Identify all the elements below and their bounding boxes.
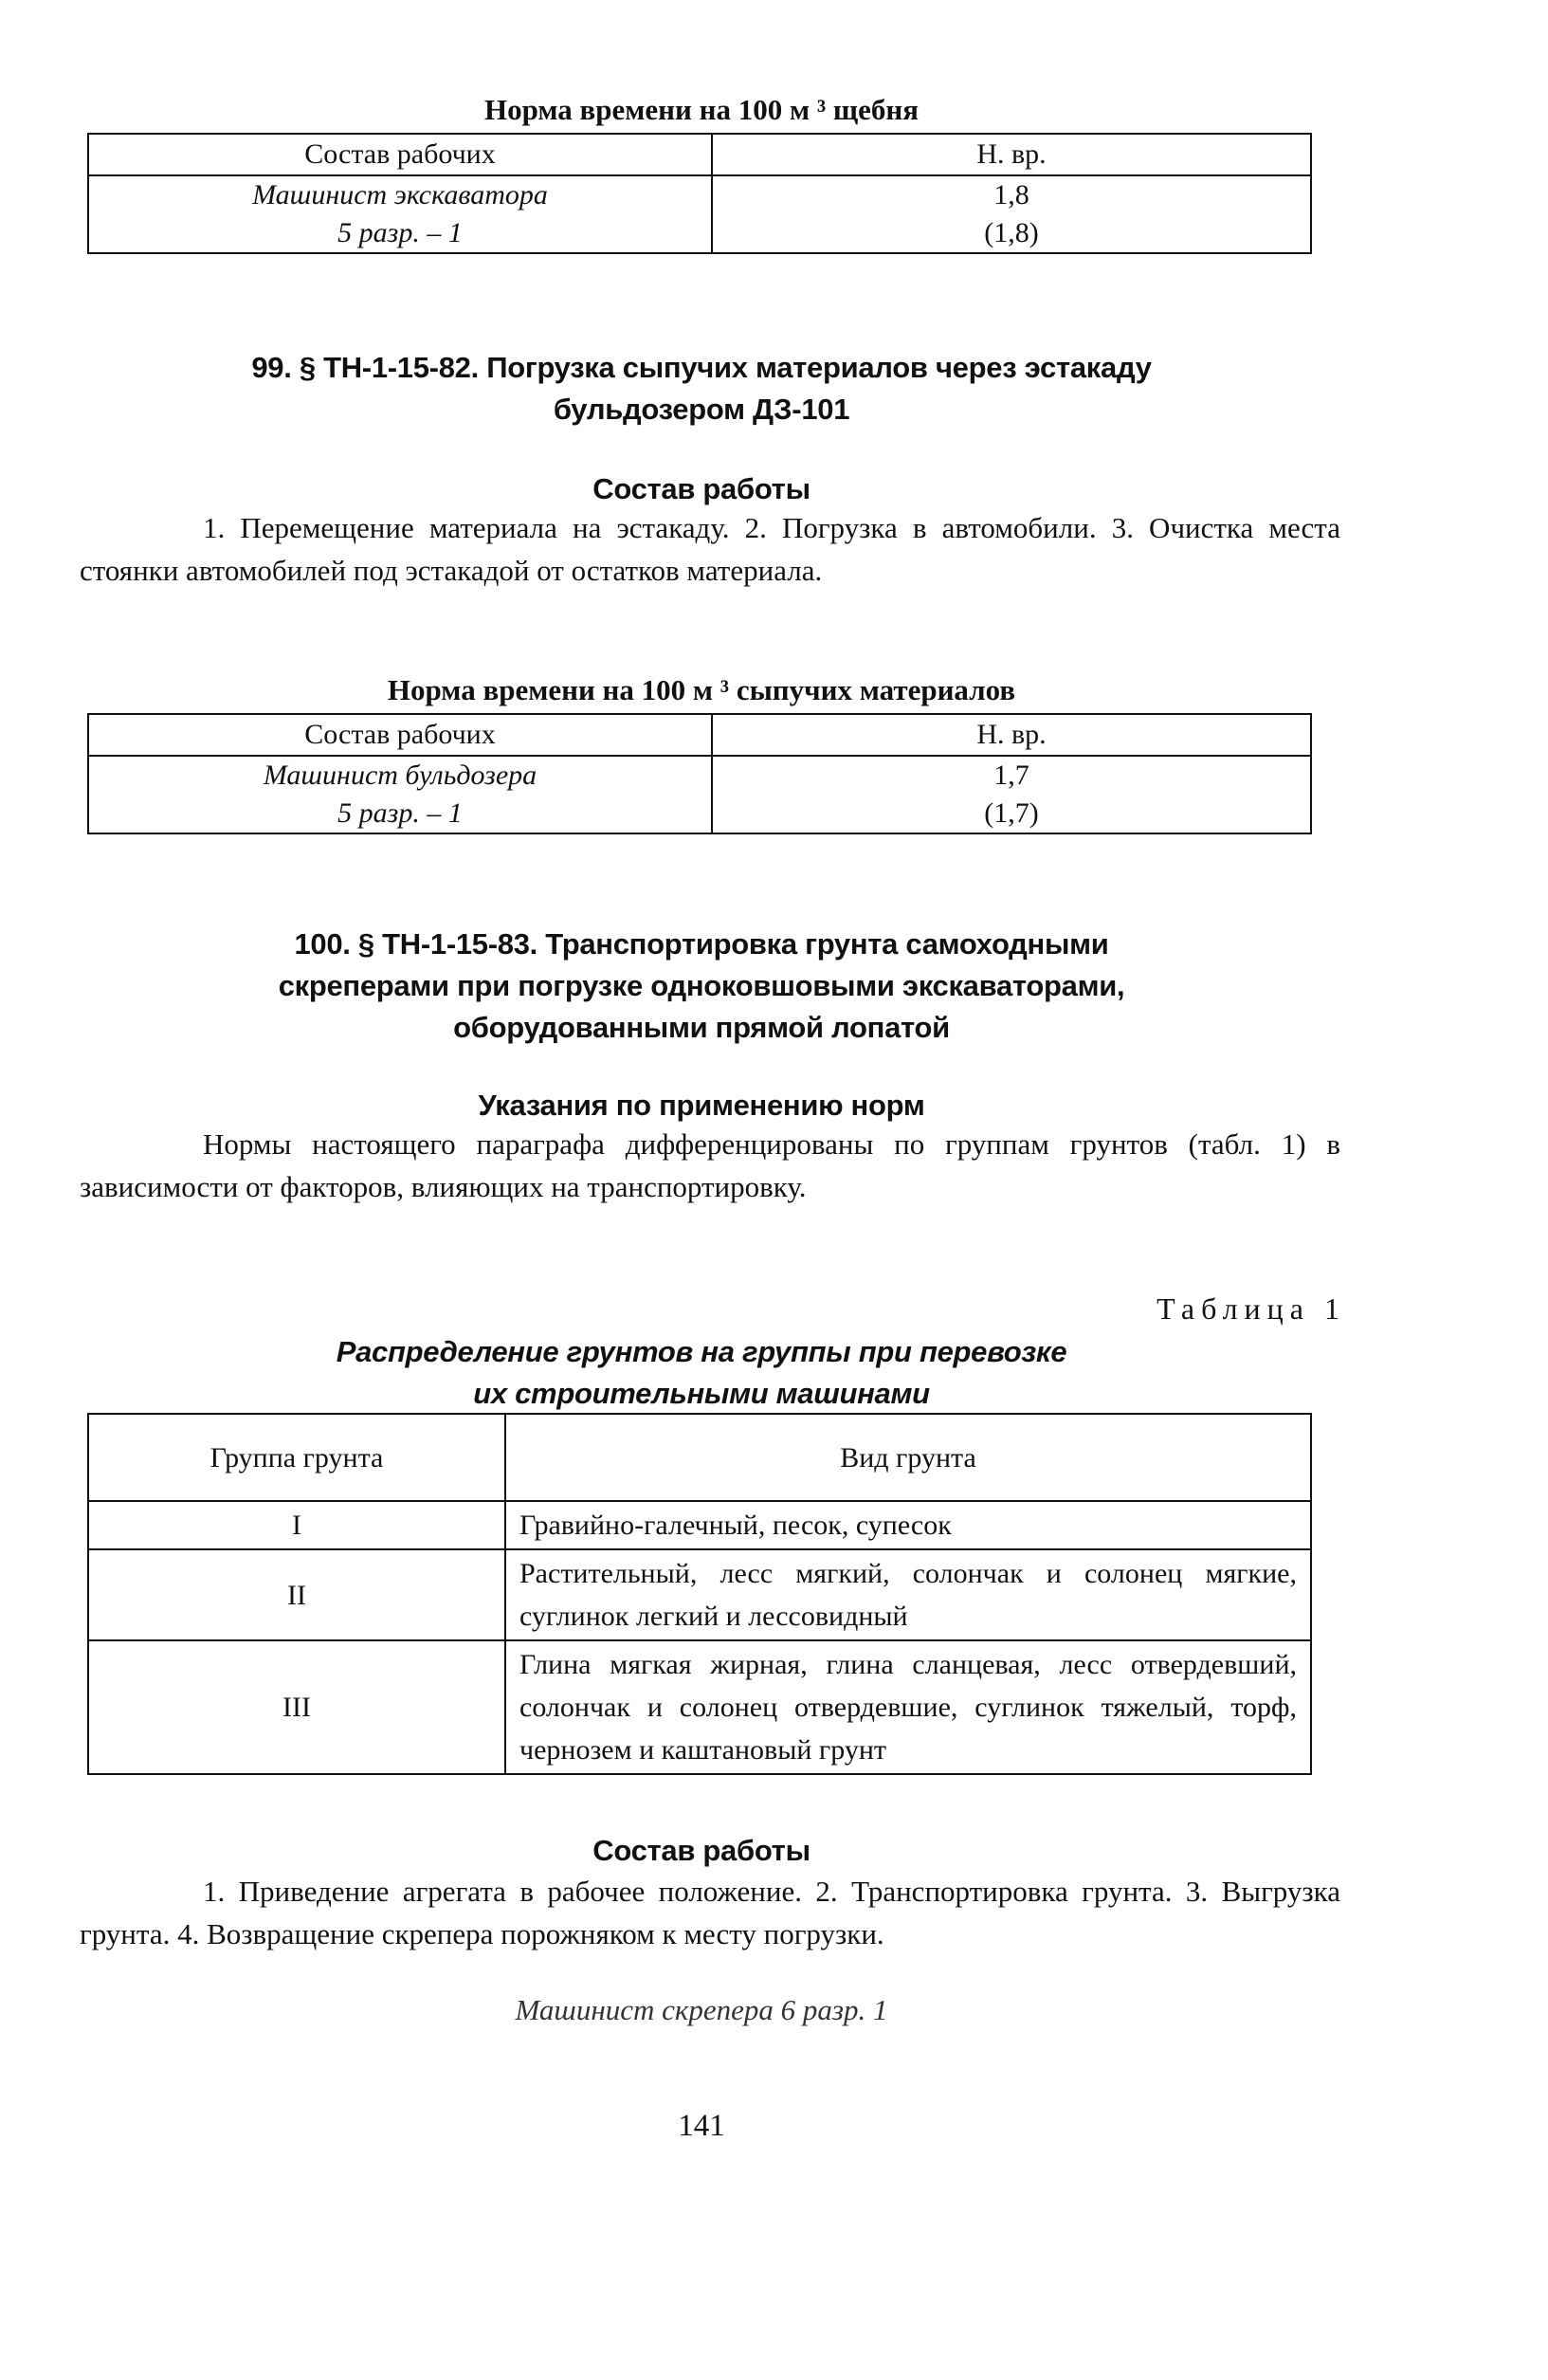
section-99-heading-line1: 99. § ТН-1-15-82. Погрузка сыпучих материалов через эстакаду xyxy=(251,351,1152,384)
norm-table-bulk-materials xyxy=(87,713,1312,834)
soil-group-cell: II xyxy=(88,1549,505,1640)
header-norm: Н. вр. xyxy=(712,714,1311,756)
norm-cell xyxy=(712,175,1311,253)
soil-kind-cell: Растительный, лесс мягкий, солончак и солонец мягкие, суглинок легкий и лессовидный xyxy=(505,1549,1311,1640)
norm-value: 1,8 xyxy=(993,179,1029,211)
worker-name: Машинист бульдозера xyxy=(263,760,537,791)
section-99-text: 1. Перемещение материала на эстакаду. 2. Погрузка в автомобили. 3. Очистка места стоянки автомобилей под эстакадой от остатков материала. xyxy=(80,511,1340,587)
section-99-heading-line2: бульдозером ДЗ-101 xyxy=(553,393,850,426)
norm-table-crushed-stone xyxy=(87,133,1312,254)
table-row xyxy=(88,1640,1311,1774)
section-99-subheading: Состав работы xyxy=(592,472,810,505)
worker-name: Машинист экскаватора xyxy=(252,179,548,211)
soil-kind-cell: Гравийно-галечный, песок, супесок xyxy=(505,1501,1311,1549)
table3-title-line2: их строительными машинами xyxy=(473,1377,930,1410)
worker-grade: 5 разр. – 1 xyxy=(337,797,463,829)
table3-title-line1: Распределение грунтов на группы при перевозке xyxy=(336,1335,1067,1368)
norm-value-paren: (1,8) xyxy=(984,217,1039,248)
table2-caption: Норма времени на 100 м ³ сыпучих материалов xyxy=(387,673,1016,706)
section-99-heading xyxy=(85,347,1318,430)
worker-grade: 5 разр. – 1 xyxy=(337,217,463,248)
section-100-heading-line2: скреперами при погрузке одноковшовыми экскаваторами, xyxy=(278,969,1125,1002)
guidance-text: Нормы настоящего параграфа дифференцированы по группам грунтов (табл. 1) в зависимости от факторов, влияющих на транспортировку. xyxy=(80,1127,1340,1203)
section-100-heading xyxy=(85,924,1318,1049)
section-100-heading-line1: 100. § ТН-1-15-83. Транспортировка грунта самоходными xyxy=(294,927,1109,961)
worker-cell xyxy=(88,756,712,833)
guidance-heading: Указания по применению норм xyxy=(478,1089,925,1122)
norm-value: 1,7 xyxy=(993,760,1029,791)
header-soil-kind: Вид грунта xyxy=(505,1414,1311,1501)
soil-kind-cell: Глина мягкая жирная, глина сланцевая, лесс отвердевший, солончак и солонец отвердевшие, суглинок тяжелый, торф, чернозем и каштановый грунт xyxy=(505,1640,1311,1774)
section-100-heading-line3: оборудованными прямой лопатой xyxy=(453,1011,950,1044)
table-row xyxy=(88,1501,1311,1549)
soil-group-cell: I xyxy=(88,1501,505,1549)
header-norm: Н. вр. xyxy=(712,134,1311,175)
work-text: 1. Приведение агрегата в рабочее положение. 2. Транспортировка грунта. 3. Выгрузка грунта. 4. Возвращение скрепера порожняком к месту погрузки. xyxy=(80,1875,1340,1950)
header-soil-group: Группа грунта xyxy=(88,1414,505,1501)
worker-cell xyxy=(88,175,712,253)
norm-cell xyxy=(712,756,1311,833)
soil-groups-table xyxy=(87,1413,1312,1775)
table3-title xyxy=(85,1331,1318,1415)
soil-group-cell: III xyxy=(88,1640,505,1774)
header-workers: Состав рабочих xyxy=(88,714,712,756)
page-number: 141 xyxy=(678,2109,725,2143)
header-workers: Состав рабочих xyxy=(88,134,712,175)
norm-value-paren: (1,7) xyxy=(984,797,1039,829)
table1-caption: Норма времени на 100 м ³ щебня xyxy=(484,93,919,126)
table-label: Таблица 1 xyxy=(1156,1291,1346,1326)
work-heading: Состав работы xyxy=(592,1834,810,1867)
table-row xyxy=(88,1549,1311,1640)
crew-line: Машинист скрепера 6 разр. 1 xyxy=(515,1993,888,2026)
